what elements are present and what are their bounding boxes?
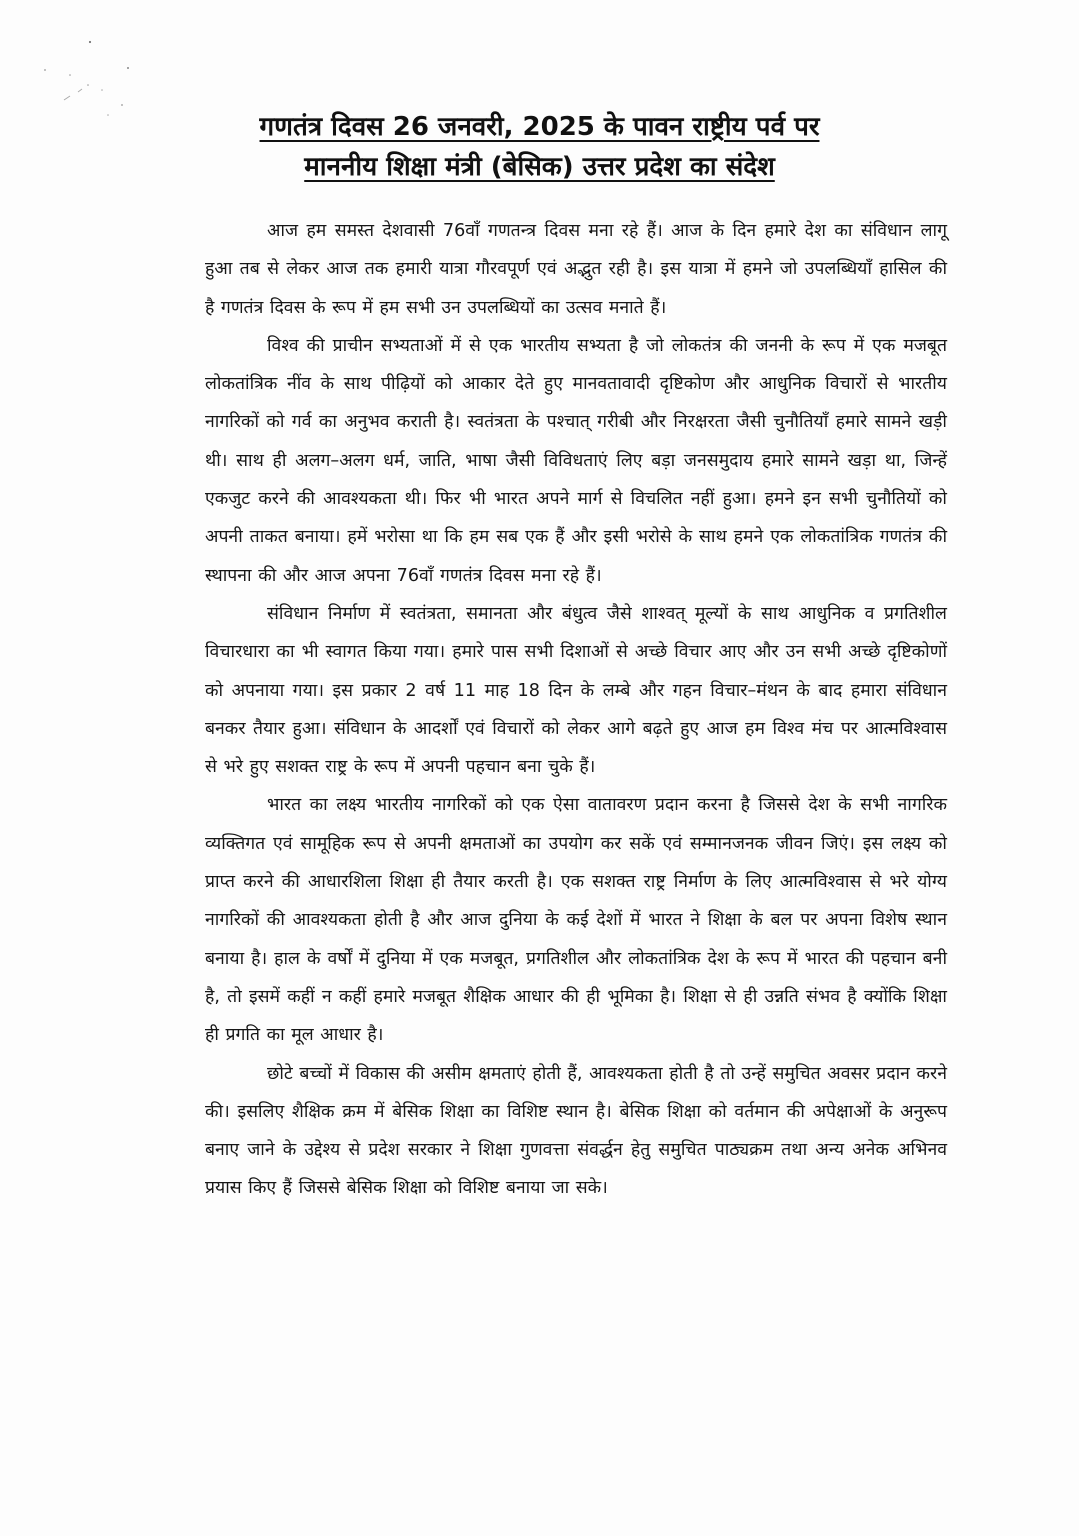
message-title [0, 110, 1079, 190]
message-body [205, 212, 947, 1208]
paragraph: विश्व की प्राचीन सभ्यताओं में से एक भारतीय सभ्यता है जो लोकतंत्र की जननी के रूप में एक मजबूत लोकतांत्रिक नींव के साथ पीढ़ियों को आकार देते हुए मानवतावादी दृष्टिकोण और आधुनिक विचारों से भारतीय नागरिकों को गर्व का अनुभव कराती है। स्वतंत्रता के पश्चात् गरीबी और निरक्षरता जैसी चुनौतियाँ हमारे सामने खड़ी थी। साथ ही अलग–अलग धर्म, जाति, भाषा जैसी विविधताएं लिए बड़ा जनसमुदाय हमारे सामने खड़ा था, जिन्हें एकजुट करने की आवश्यकता थी। फिर भी भारत अपने मार्ग से विचलित नहीं हुआ। हमने इन सभी चुनौतियों को अपनी ताकत बनाया। हमें भरोसा था कि हम सब एक हैं और इसी भरोसे के साथ हमने एक लोकतांत्रिक गणतंत्र की स्थापना की और आज अपना 76वाँ गणतंत्र दिवस मना रहे हैं। [205, 335, 947, 586]
title-line-1: गणतंत्र दिवस 26 जनवरी, 2025 के पावन राष्ट्रीय पर्व पर [259, 112, 820, 142]
paragraph: भारत का लक्ष्य भारतीय नागरिकों को एक ऐसा वातावरण प्रदान करना है जिससे देश के सभी नागरिक व्यक्तिगत एवं सामूहिक रूप से अपनी क्षमताओं का उपयोग कर सकें एवं सम्मानजनक जीवन जिएं। इस लक्ष्य को प्राप्त करने की आधारशिला शिक्षा ही तैयार करती है। एक सशक्त राष्ट्र निर्माण के लिए आत्मविश्वास से भरे योग्य नागरिकों की आवश्यकता होती है और आज दुनिया के कई देशों में भारत ने शिक्षा के बल पर अपना विशेष स्थान बनाया है। हाल के वर्षों में दुनिया में एक मजबूत, प्रगतिशील और लोकतांत्रिक देश के रूप में भारत की पहचान बनी है, तो इसमें कहीं न कहीं हमारे मजबूत शैक्षिक आधार की ही भूमिका है। शिक्षा से ही उन्नति संभव है क्योंकि शिक्षा ही प्रगति का मूल आधार है। [205, 795, 947, 1046]
paragraph: आज हम समस्त देशवासी 76वाँ गणतन्त्र दिवस मना रहे हैं। आज के दिन हमारे देश का संविधान लागू हुआ तब से लेकर आज तक हमारी यात्रा गौरवपूर्ण एवं अद्भुत रही है। इस यात्रा में हमने जो उपलब्धियाँ हासिल की है गणतंत्र दिवस के रूप में हम सभी उन उपलब्धियों का उत्सव मनाते हैं। [205, 221, 947, 318]
paragraph: संविधान निर्माण में स्वतंत्रता, समानता और बंधुत्व जैसे शाश्वत् मूल्यों के साथ आधुनिक व प्रगतिशील विचारधारा का भी स्वागत किया गया। हमारे पास सभी दिशाओं से अच्छे विचार आए और उन सभी अच्छे दृष्टिकोणों को अपनाया गया। इस प्रकार 2 वर्ष 11 माह 18 दिन के लम्बे और गहन विचार–मंथन के बाद हमारा संविधान बनकर तैयार हुआ। संविधान के आदर्शों एवं विचारों को लेकर आगे बढ़ते हुए आज हम विश्व मंच पर आत्मविश्वास से भरे हुए सशक्त राष्ट्र के रूप में अपनी पहचान बना चुके हैं। [205, 603, 947, 778]
paragraph: छोटे बच्चों में विकास की असीम क्षमताएं होती हैं, आवश्यकता होती है तो उन्हें समुचित अवसर प्रदान करने की। इसलिए शैक्षिक क्रम में बेसिक शिक्षा का विशिष्ट स्थान है। बेसिक शिक्षा को वर्तमान की अपेक्षाओं के अनुरूप बनाए जाने के उद्देश्य से प्रदेश सरकार ने शिक्षा गुणवत्ता संवर्द्धन हेतु समुचित पाठ्यक्रम तथा अन्य अनेक अभिनव प्रयास किए हैं जिससे बेसिक शिक्षा को विशिष्ट बनाया जा सके। [205, 1063, 947, 1199]
scan-specks [30, 30, 140, 120]
title-line-2: माननीय शिक्षा मंत्री (बेसिक) उत्तर प्रदेश का संदेश [304, 152, 775, 182]
